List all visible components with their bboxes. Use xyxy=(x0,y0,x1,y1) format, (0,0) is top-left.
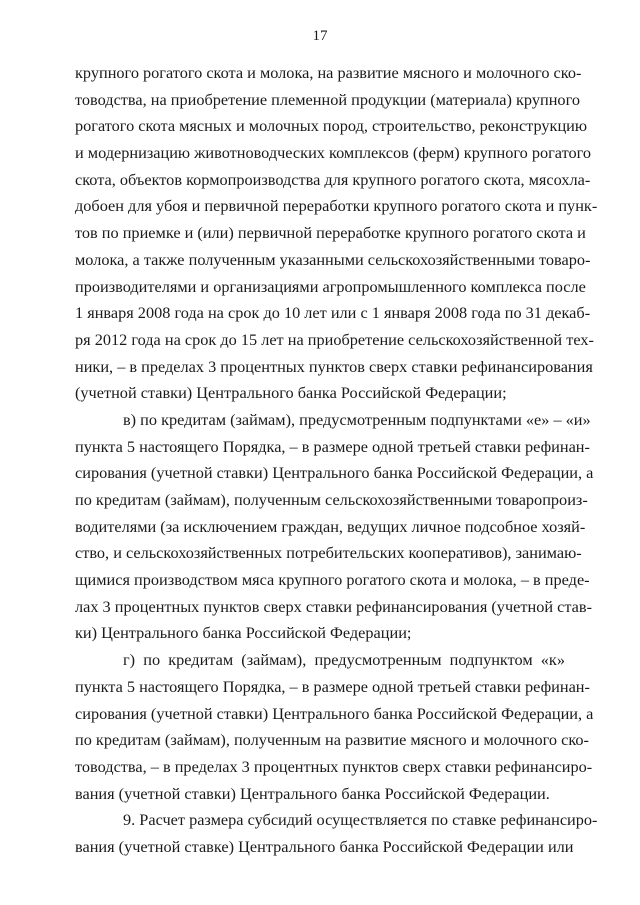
text-line: скота, объектов кормопроизводства для крупного рогатого скота, мясохла- xyxy=(75,169,591,189)
text-line: сирования (учетной ставки) Центрального банка Российской Федерации, а xyxy=(75,703,594,723)
text-line: по кредитам (займам), полученным на развитие мясного и молочного ско- xyxy=(75,730,589,750)
body-text xyxy=(75,60,598,861)
paragraph-continuation xyxy=(75,60,598,407)
text-line: товодства, – в пределах 3 процентных пунктов сверх ставки рефинансиро- xyxy=(75,756,593,776)
paragraph-item-9 xyxy=(75,807,598,860)
text-line: по кредитам (займам), полученным сельскохозяйственными товаропроиз- xyxy=(75,490,588,509)
text-line: ря 2012 года на срок до 15 лет на приобретение сельскохозяйственной тех- xyxy=(75,329,594,349)
text-line: пункта 5 настоящего Порядка, – в размере одной третьей ставки рефинан- xyxy=(75,436,590,456)
text-line: пункта 5 настоящего Порядка, – в размере одной третьей ставки рефинан- xyxy=(75,676,590,696)
text-line: крупного рогатого скота и молока, на развитие мясного и молочного ско- xyxy=(75,63,582,82)
page-number: 17 xyxy=(312,28,328,44)
text-line: лах 3 процентных пунктов сверх ставки рефинансирования (учетной став- xyxy=(75,596,592,616)
text-line: товодства, на приобретение племенной продукции (материала) крупного xyxy=(75,89,580,109)
text-line: ники, – в пределах 3 процентных пунктов сверх ставки рефинансирования xyxy=(75,356,593,376)
text-line: и модернизацию животноводческих комплексов (ферм) крупного рогатого xyxy=(75,143,592,163)
text-line: 1 января 2008 года на срок до 10 лет или с 1 января 2008 года по 31 декаб- xyxy=(75,303,591,323)
text-line: тов по приемке и (или) первичной переработке крупного рогатого скота и xyxy=(75,223,586,243)
paragraph-item-v xyxy=(75,407,594,647)
text-line: ство, и сельскохозяйственных потребительских кооперативов), занимаю- xyxy=(75,543,582,563)
text-line: вания (учетной ставке) Центрального банка Российской Федерации или xyxy=(75,836,574,856)
text-line: производителями и организациями агропромышленного комплекса после xyxy=(75,276,586,296)
text-line: водителями (за исключением граждан, ведущих личное подсобное хозяй- xyxy=(75,516,586,536)
text-line: г) по кредитам (займам), предусмотренным подпунктом «к» xyxy=(123,650,565,670)
text-line: 9. Расчет размера субсидий осуществляется по ставке рефинансиро- xyxy=(123,810,598,830)
text-line: вания (учетной ставки) Центрального банка Российской Федерации. xyxy=(75,783,550,803)
text-line: щимися производством мяса крупного рогатого скота и молока, – в преде- xyxy=(75,570,590,590)
text-line: молока, а также полученным указанными сельскохозяйственными товаро- xyxy=(75,249,591,269)
paragraph-item-g xyxy=(75,647,594,807)
text-line: добоен для убоя и первичной переработки крупного рогатого скота и пунк- xyxy=(75,196,598,216)
text-line: рогатого скота мясных и молочных пород, строительство, реконструкцию xyxy=(75,116,588,136)
text-line: (учетной ставки) Центрального банка Российской Федерации; xyxy=(75,383,507,403)
text-line: ки) Центрального банка Российской Федерации; xyxy=(75,623,412,643)
text-line: в) по кредитам (займам), предусмотренным подпунктами «е» – «и» xyxy=(123,409,591,429)
text-line: сирования (учетной ставки) Центрального банка Российской Федерации, а xyxy=(75,463,594,483)
